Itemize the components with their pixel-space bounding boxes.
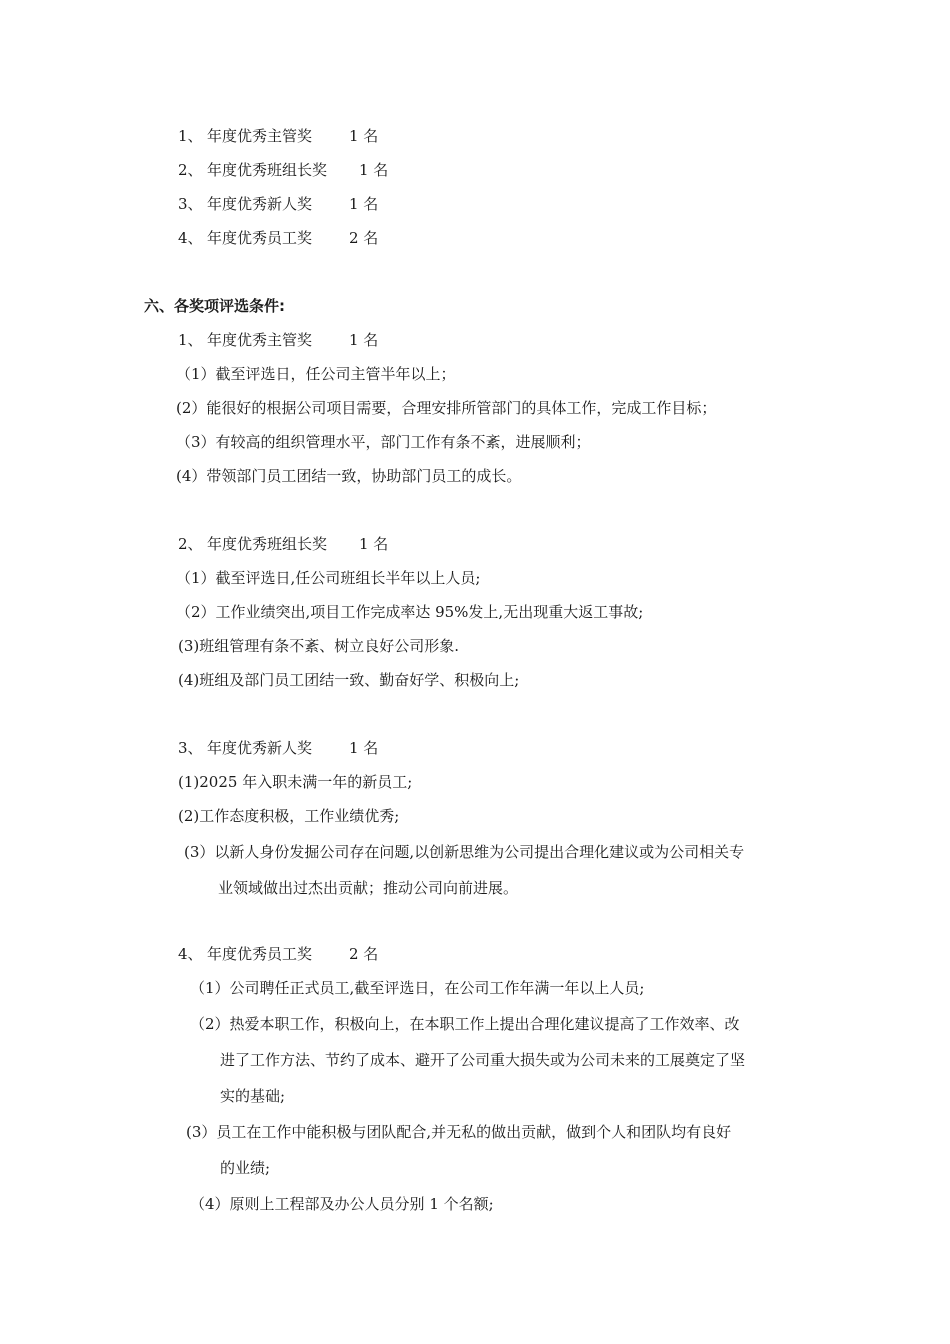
summary-item xyxy=(178,194,378,214)
award-title: 年度优秀新人奖 xyxy=(207,195,313,213)
criterion: (4）带领部门员工团结一致，协助部门员工的成长。 xyxy=(176,467,522,485)
item-number: 1、 xyxy=(178,331,203,349)
summary-item xyxy=(178,228,378,248)
criterion-continuation: 进了工作方法、节约了成本、避开了公司重大损失或为公司未来的工展奠定了坚 xyxy=(220,1051,746,1069)
criterion: (3）以新人身份发掘公司存在问题,以创新思维为公司提出合理化建议或为公司相关专 xyxy=(184,843,745,861)
item-number: 2、 xyxy=(178,535,203,553)
criterion: （3）有较高的组织管理水平，部门工作有条不紊，进展顺利； xyxy=(176,433,591,451)
award-count: 2 名 xyxy=(349,945,379,963)
section-heading: 六、各奖项评选条件: xyxy=(144,297,285,315)
item-number: 1、 xyxy=(178,127,203,145)
award-heading xyxy=(178,534,388,554)
award-count: 2 名 xyxy=(349,229,379,247)
criterion: (3)班组管理有条不紊、树立良好公司形象. xyxy=(178,637,460,655)
award-count: 1 名 xyxy=(349,127,379,145)
award-title: 年度优秀主管奖 xyxy=(207,331,313,349)
item-number: 4、 xyxy=(178,945,203,963)
award-heading xyxy=(178,330,378,350)
criterion: (4)班组及部门员工团结一致、勤奋好学、积极向上; xyxy=(178,671,520,689)
award-count: 1 名 xyxy=(359,535,389,553)
criterion: （4）原则上工程部及办公人员分别 1 个名额; xyxy=(190,1195,494,1213)
award-title: 年度优秀员工奖 xyxy=(207,229,313,247)
award-count: 1 名 xyxy=(349,331,379,349)
item-number: 4、 xyxy=(178,229,203,247)
award-count: 1 名 xyxy=(349,739,379,757)
award-count: 1 名 xyxy=(349,195,379,213)
summary-item xyxy=(178,160,388,180)
award-heading xyxy=(178,738,378,758)
criterion: (2)工作态度积极，工作业绩优秀; xyxy=(178,807,400,825)
award-title: 年度优秀员工奖 xyxy=(207,945,313,963)
criterion: （1）公司聘任正式员工,截至评选日，在公司工作年满一年以上人员; xyxy=(190,979,645,997)
item-number: 2、 xyxy=(178,161,203,179)
criterion: （1）截至评选日，任公司主管半年以上； xyxy=(176,365,456,383)
summary-item xyxy=(178,126,378,146)
criterion: （2）热爱本职工作，积极向上，在本职工作上提出合理化建议提高了工作效率、改 xyxy=(190,1015,740,1033)
criterion: （2）工作业绩突出,项目工作完成率达 95%发上,无出现重大返工事故; xyxy=(176,603,644,621)
criterion-continuation: 实的基础; xyxy=(220,1087,286,1105)
item-number: 3、 xyxy=(178,739,203,757)
criterion: （1）截至评选日,任公司班组长半年以上人员; xyxy=(176,569,481,587)
award-title: 年度优秀主管奖 xyxy=(207,127,313,145)
award-count: 1 名 xyxy=(359,161,389,179)
award-title: 年度优秀新人奖 xyxy=(207,739,313,757)
award-title: 年度优秀班组长奖 xyxy=(207,161,328,179)
criterion: (1)2025 年入职未满一年的新员工; xyxy=(178,773,413,791)
item-number: 3、 xyxy=(178,195,203,213)
criterion: (3）员工在工作中能积极与团队配合,并无私的做出贡献，做到个人和团队均有良好 xyxy=(186,1123,732,1141)
award-title: 年度优秀班组长奖 xyxy=(207,535,328,553)
criterion-continuation: 业领域做出过杰出贡献；推动公司向前进展。 xyxy=(218,879,519,897)
award-heading xyxy=(178,944,378,964)
criterion-continuation: 的业绩; xyxy=(220,1159,271,1177)
criterion: (2）能很好的根据公司项目需要，合理安排所管部门的具体工作，完成工作目标； xyxy=(176,399,717,417)
